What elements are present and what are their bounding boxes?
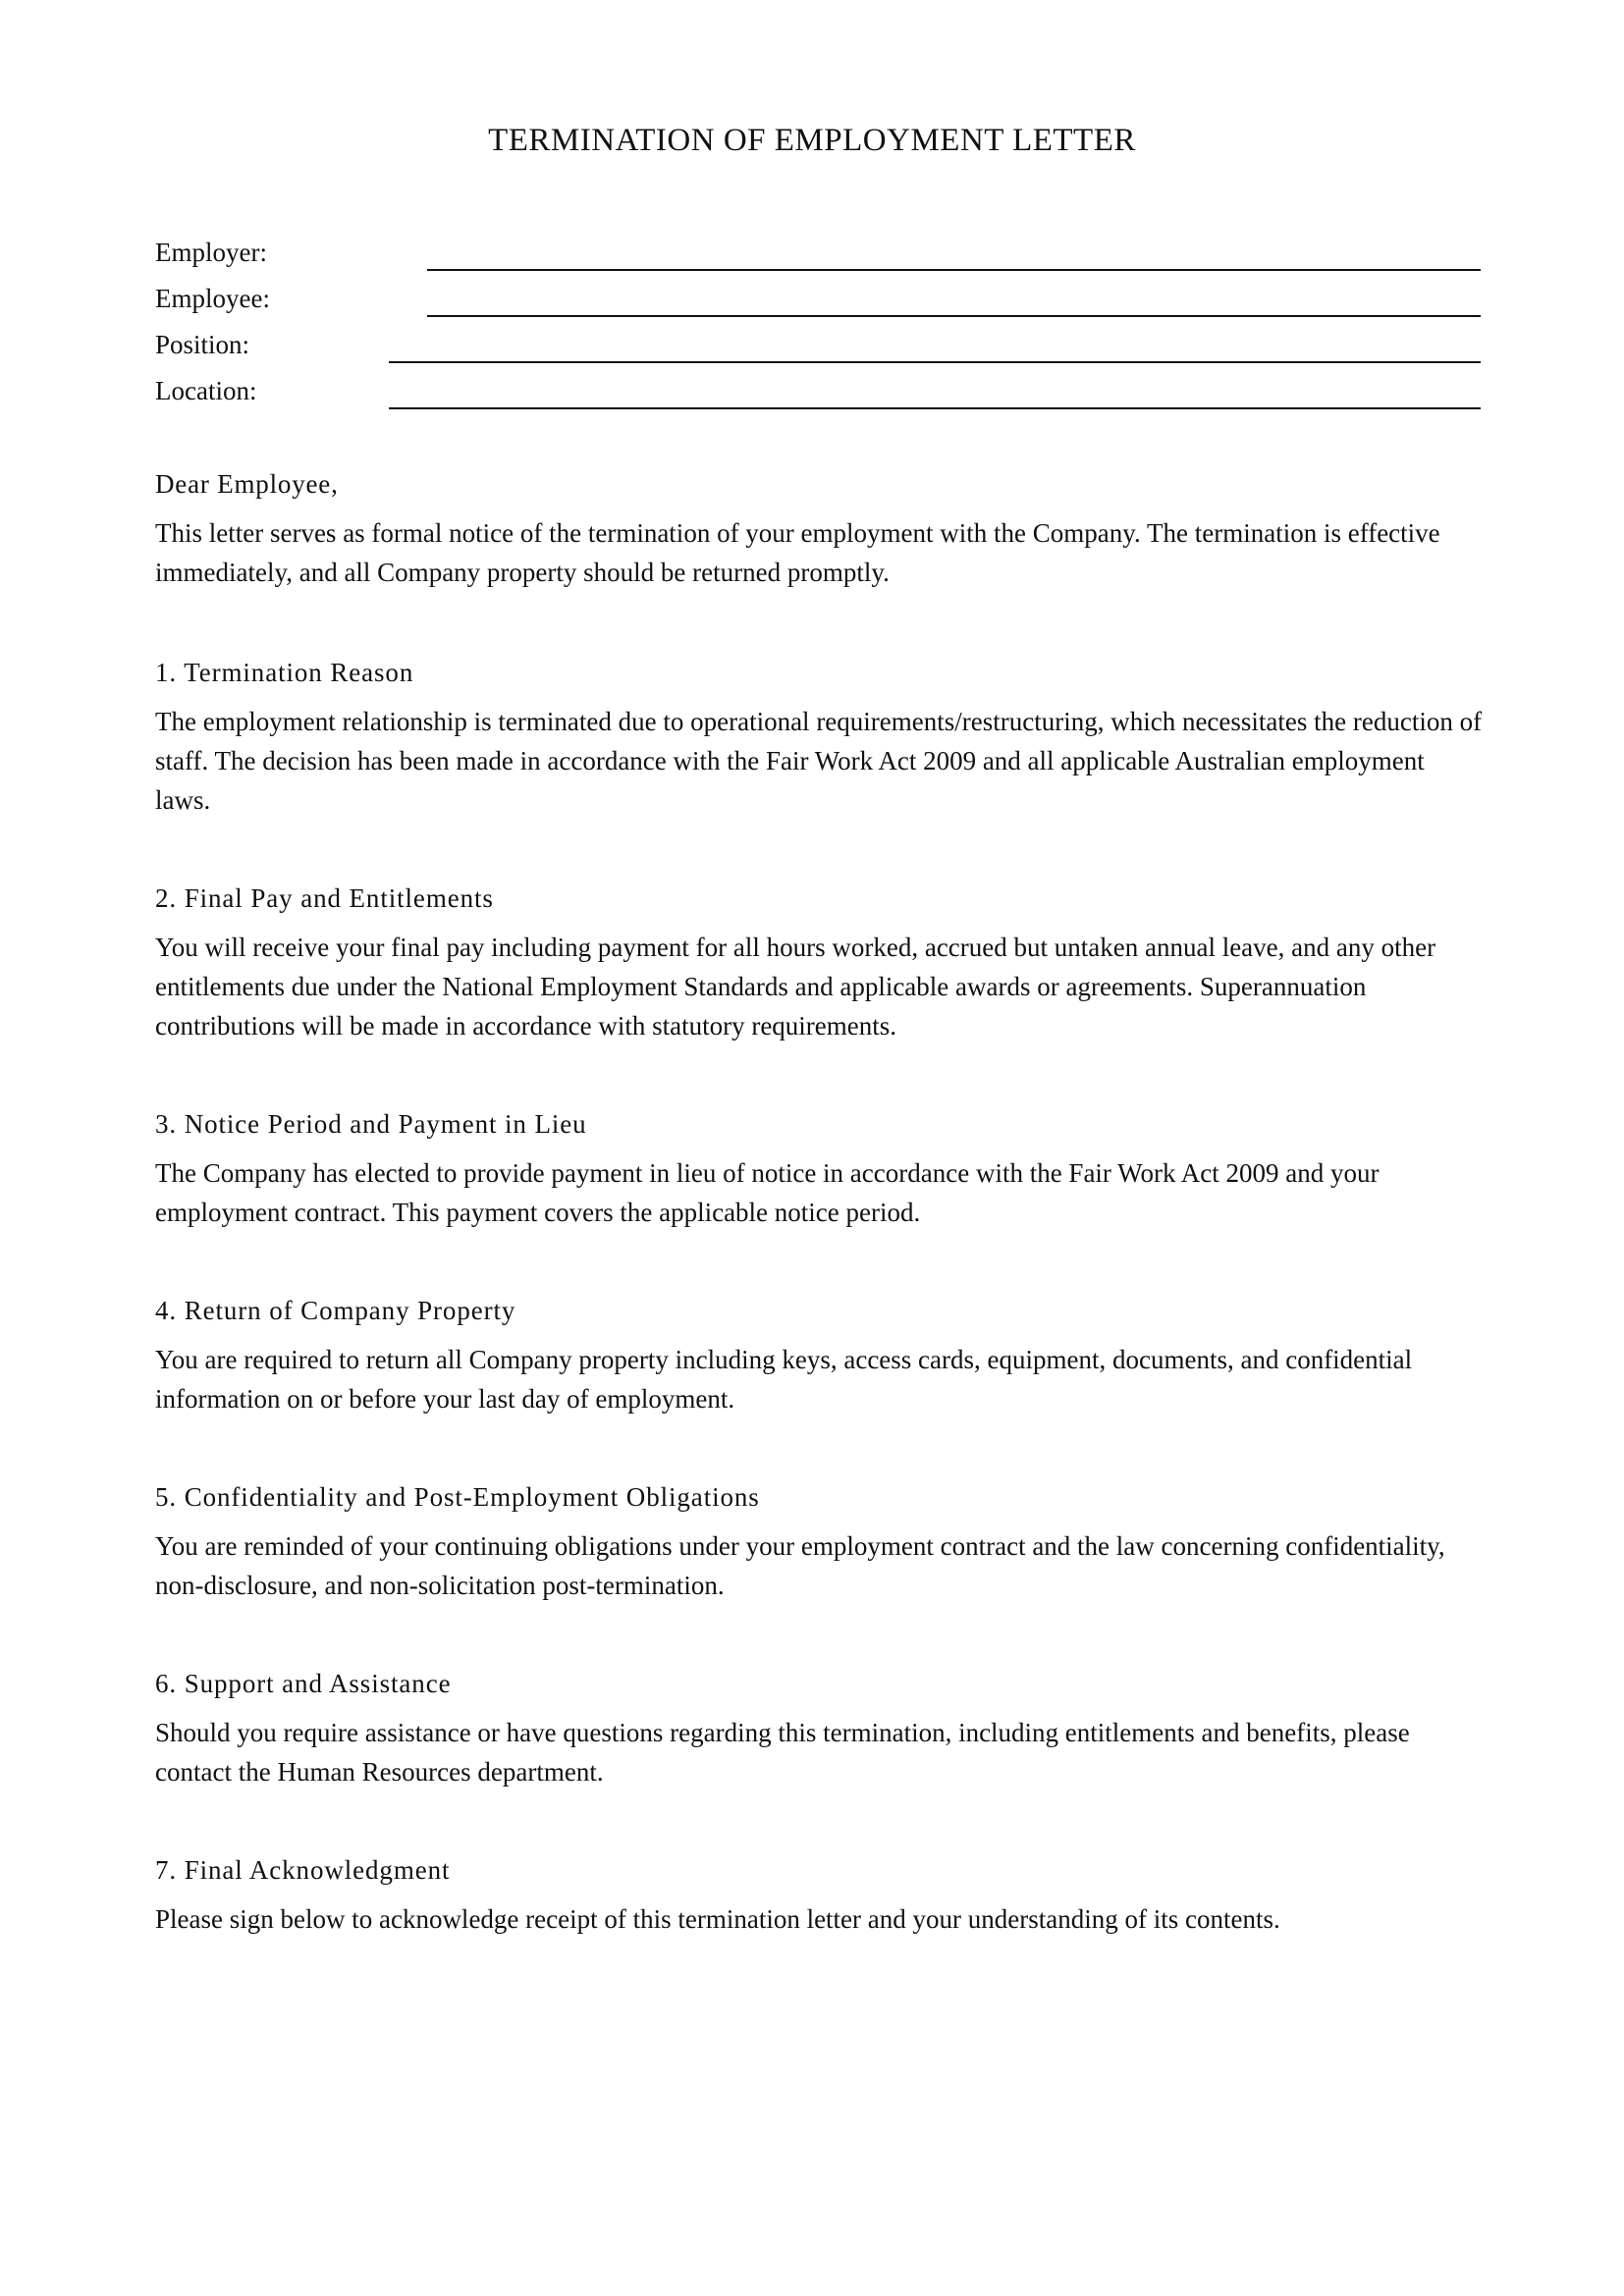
- section-2-body: You will receive your final pay including payment for all hours worked, accrued but untaken annual leave, and any other entitlements due under the National Employment Standards and applicable awards or agreements. Superannuation contributions will be made in accordance with statutory requirements.: [155, 933, 1436, 1041]
- section-6-heading: 6. Support and Assistance: [155, 1669, 452, 1698]
- employee-line: [427, 315, 1481, 317]
- section-3-body: The Company has elected to provide payment in lieu of notice in accordance with the Fair Work Act 2009 and your employment contract. This payment covers the applicable notice period.: [155, 1158, 1380, 1227]
- section-2-heading: 2. Final Pay and Entitlements: [155, 883, 494, 913]
- location-label: Location:: [155, 376, 257, 405]
- location-field[interactable]: [155, 374, 1481, 420]
- position-label: Position:: [155, 330, 250, 359]
- employer-line: [427, 269, 1481, 271]
- document-title: TERMINATION OF EMPLOYMENT LETTER: [488, 123, 1136, 158]
- section-4-body: You are required to return all Company property including keys, access cards, equipment, documents, and confidential information on or before your last day of employment.: [155, 1345, 1413, 1414]
- employee-field[interactable]: [155, 282, 1481, 328]
- position-line: [389, 361, 1481, 363]
- section-6-body: Should you require assistance or have questions regarding this termination, including entitlements and benefits, please contact the Human Resources department.: [155, 1718, 1410, 1787]
- header-fields: [155, 236, 1481, 420]
- location-line: [389, 407, 1481, 409]
- section-7-body: Please sign below to acknowledge receipt of this termination letter and your understanding of its contents.: [155, 1904, 1280, 1934]
- intro-paragraph: This letter serves as formal notice of the termination of your employment with the Company. The termination is effective immediately, and all Company property should be returned promptly.: [155, 518, 1440, 587]
- section-3-heading: 3. Notice Period and Payment in Lieu: [155, 1109, 587, 1139]
- section-5-heading: 5. Confidentiality and Post-Employment Obligations: [155, 1482, 760, 1512]
- section-4-heading: 4. Return of Company Property: [155, 1296, 516, 1325]
- section-1-heading: 1. Termination Reason: [155, 658, 414, 687]
- salutation: Dear Employee,: [155, 469, 339, 499]
- employer-label: Employer:: [155, 238, 267, 267]
- section-5-body: You are reminded of your continuing obligations under your employment contract and the law concerning confidentiality, non-disclosure, and non-solicitation post-termination.: [155, 1531, 1445, 1600]
- section-1-body: The employment relationship is terminated due to operational requirements/restructuring, which necessitates the reduction of staff. The decision has been made in accordance with the Fair Work Act 2009 and all applicable Australian employment laws.: [155, 707, 1483, 815]
- position-field[interactable]: [155, 328, 1481, 374]
- employer-field[interactable]: [155, 236, 1481, 282]
- section-7-heading: 7. Final Acknowledgment: [155, 1855, 451, 1885]
- employee-label: Employee:: [155, 284, 270, 313]
